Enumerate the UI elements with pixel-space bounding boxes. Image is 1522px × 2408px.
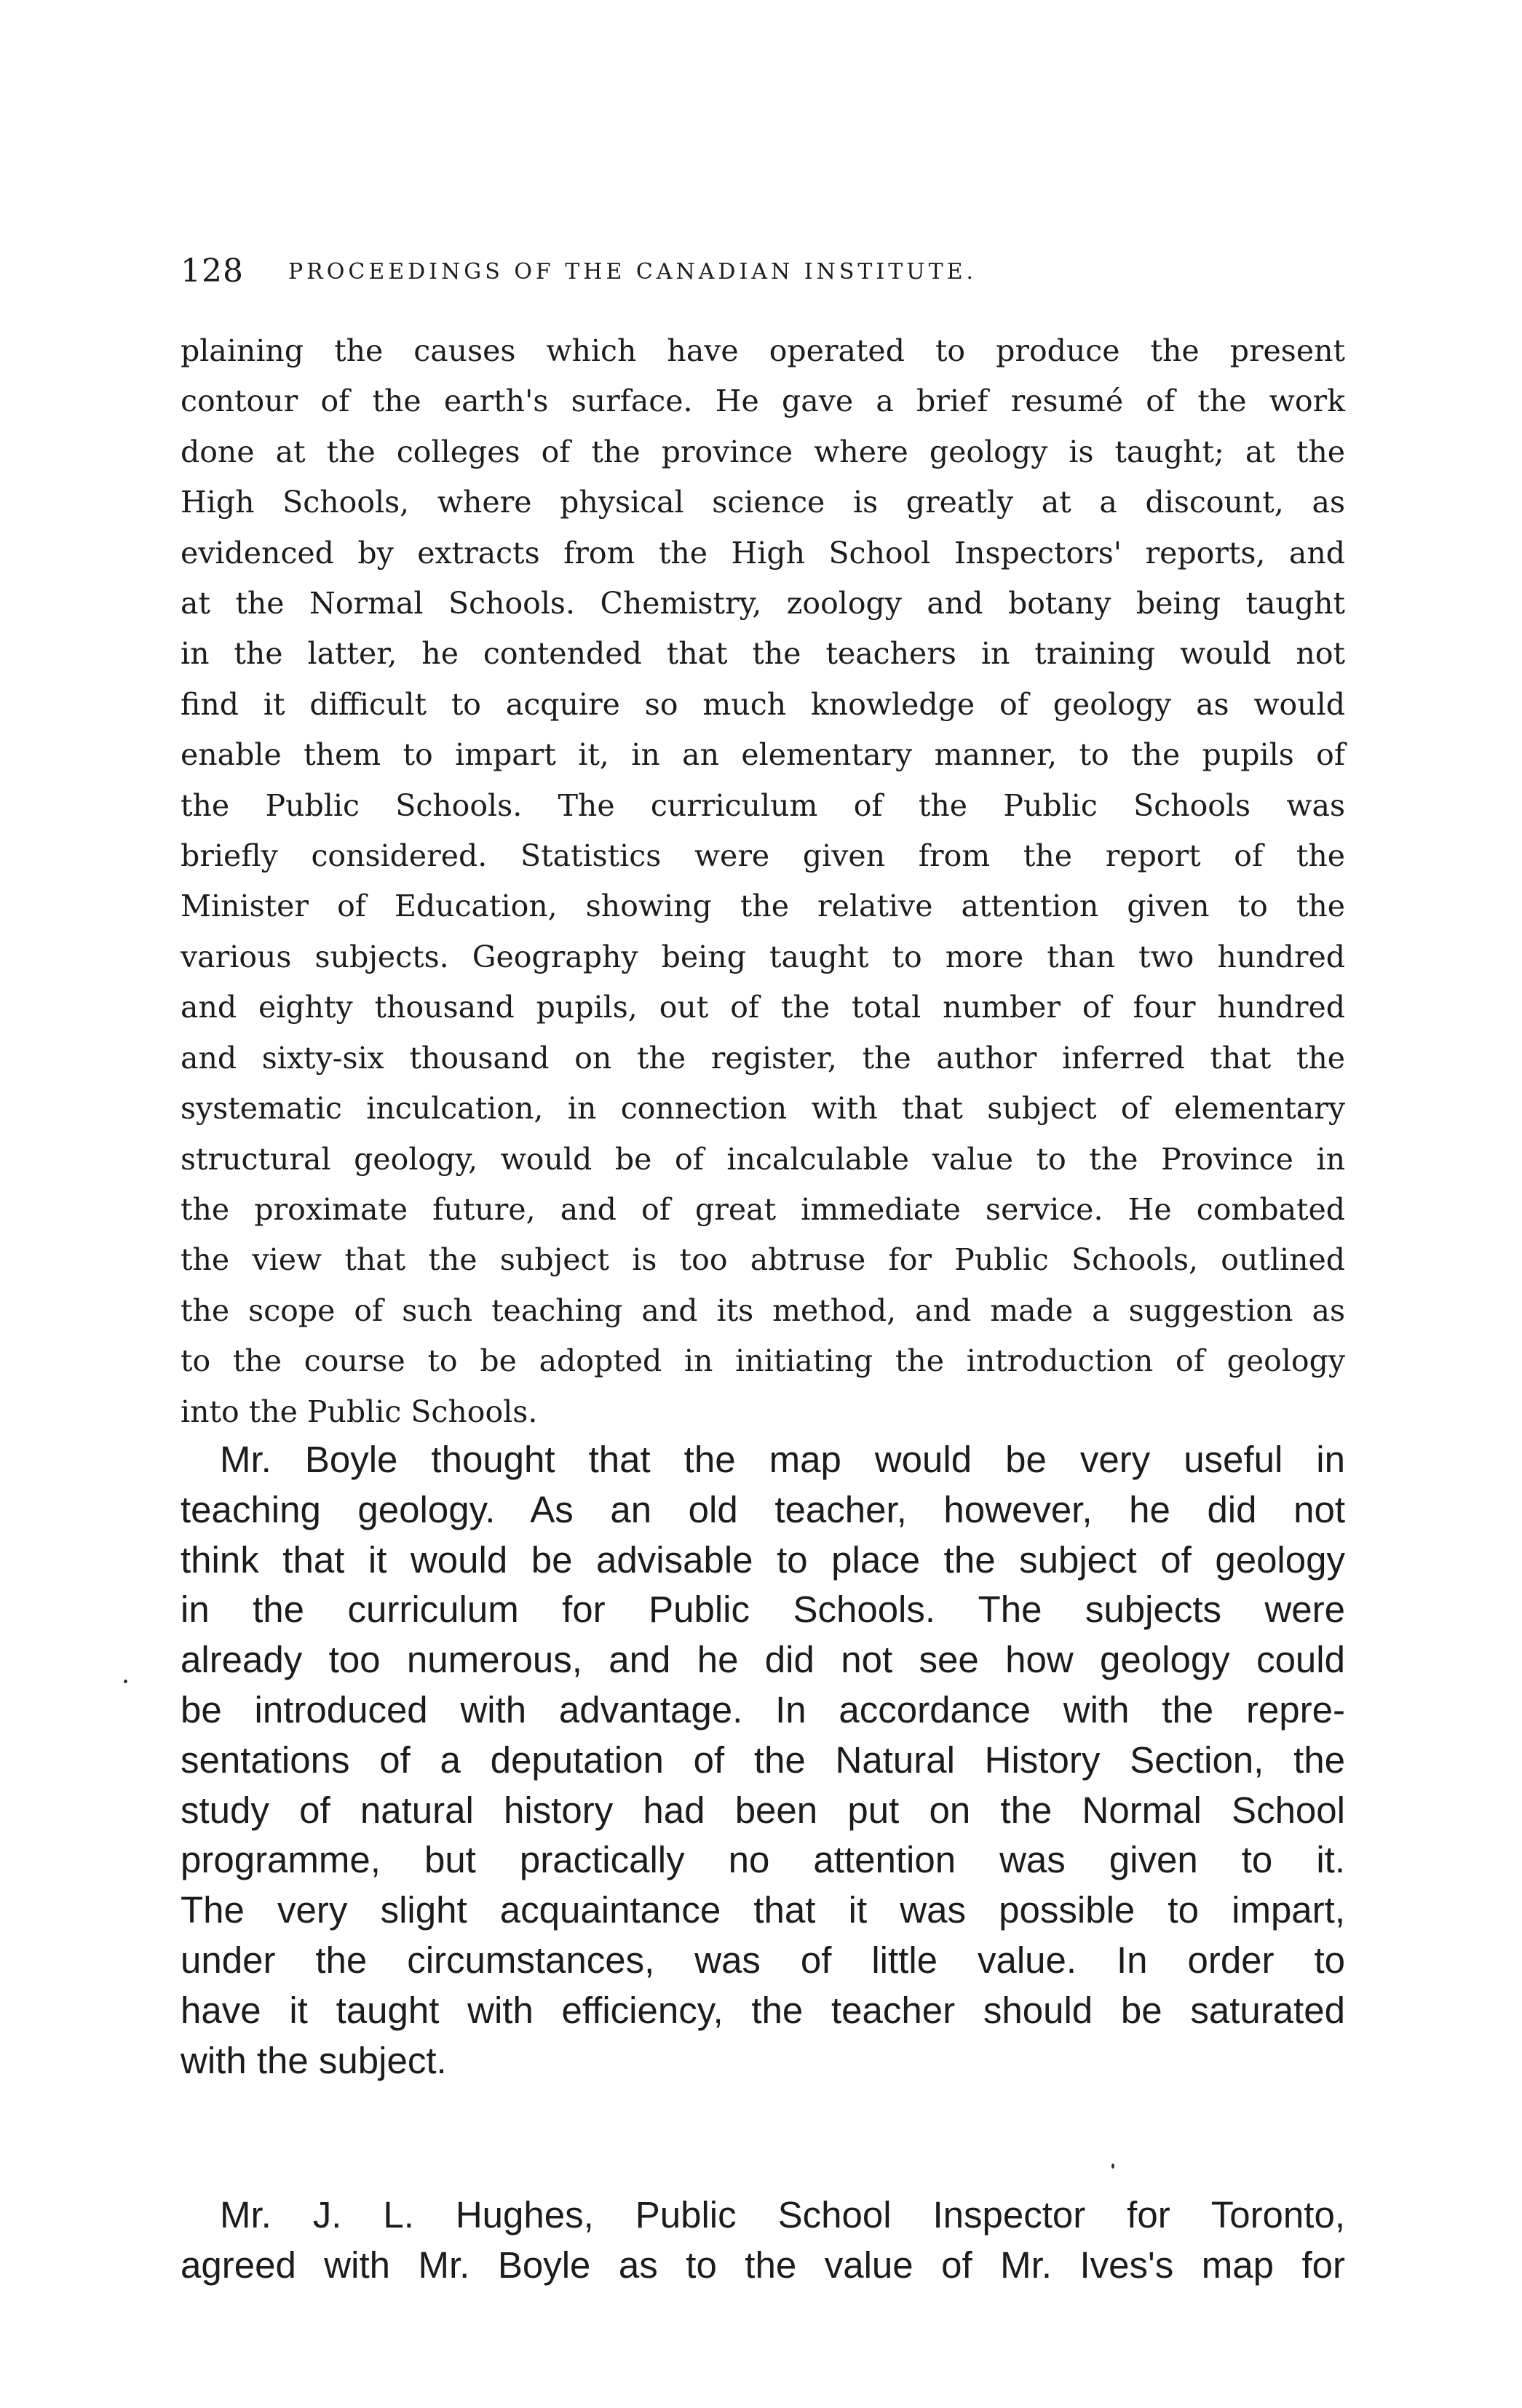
paragraph-boyle xyxy=(181,1435,1345,2086)
text-line: the view that the subject is too abtruse for Public Schools, outlined xyxy=(181,1242,1345,1278)
text-line: contour of the earth's surface. He gave a brief resumé of the work xyxy=(181,384,1345,419)
text-line: various subjects. Geography being taught to more than two hundred xyxy=(181,939,1345,974)
text-line: in the curriculum for Public Schools. The subjects were xyxy=(181,1589,1345,1631)
paragraph-hughes xyxy=(181,2190,1345,2291)
text-line: think that it would be advisable to place the subject of geology xyxy=(181,1538,1345,1581)
text-line: agreed with Mr. Boyle as to the value of Mr. Ives's map for xyxy=(181,2244,1345,2286)
text-line: enable them to impart it, in an elementary manner, to the pupils of xyxy=(181,737,1345,773)
text-line: into the Public Schools. xyxy=(181,1394,538,1429)
paragraph-abstract xyxy=(181,326,1345,1437)
ink-speck xyxy=(124,1680,127,1683)
text-line: High Schools, where physical science is greatly at a discount, as xyxy=(181,485,1345,520)
text-line: plaining the causes which have operated to produce the present xyxy=(181,333,1345,368)
text-line: briefly considered. Statistics were given from the report of the xyxy=(181,838,1345,874)
text-line: the Public Schools. The curriculum of the Public Schools was xyxy=(181,787,1345,823)
text-line: be introduced with advantage. In accordance with the repre- xyxy=(181,1688,1345,1730)
text-line: in the latter, he contended that the teachers in training would not xyxy=(181,636,1345,672)
text-line: have it taught with efficiency, the teacher should be saturated xyxy=(181,1989,1345,2031)
text-line: the proximate future, and of great immediate service. He combated xyxy=(181,1191,1345,1227)
text-line: find it difficult to acquire so much knowledge of geology as would xyxy=(181,686,1345,722)
text-line: programme, but practically no attention was given to it. xyxy=(181,1839,1345,1881)
text-line: sentations of a deputation of the Natural History Section, the xyxy=(181,1739,1345,1781)
text-line: Mr. J. L. Hughes, Public School Inspector for Toronto, xyxy=(220,2194,1345,2236)
text-line: study of natural history had been put on the Normal School xyxy=(181,1789,1345,1831)
text-line: The very slight acquaintance that it was possible to impart, xyxy=(181,1889,1345,1931)
text-line: with the subject. xyxy=(181,2039,447,2081)
text-line: Mr. Boyle thought that the map would be very useful in xyxy=(220,1439,1345,1480)
page-number: 128 xyxy=(181,253,244,290)
text-line: the scope of such teaching and its method, and made a suggestion as xyxy=(181,1292,1345,1328)
text-line: at the Normal Schools. Chemistry, zoology and botany being taught xyxy=(181,586,1345,621)
text-line: teaching geology. As an old teacher, however, he did not xyxy=(181,1488,1345,1530)
text-line: Minister of Education, showing the relative attention given to the xyxy=(181,889,1345,924)
text-line: and eighty thousand pupils, out of the total number of four hundred xyxy=(181,990,1345,1025)
text-line: systematic inculcation, in connection with that subject of elementary xyxy=(181,1091,1345,1126)
text-line: done at the colleges of the province where geology is taught; at the xyxy=(181,434,1345,469)
text-line: and sixty-six thousand on the register, the author inferred that the xyxy=(181,1040,1345,1076)
text-line: under the circumstances, was of little value. In order to xyxy=(181,1939,1345,1981)
running-head xyxy=(181,253,1345,290)
running-title: PROCEEDINGS OF THE CANADIAN INSTITUTE. xyxy=(288,259,978,285)
text-line: to the course to be adopted in initiating the introduction of geology xyxy=(181,1343,1345,1379)
text-line: already too numerous, and he did not see how geology could xyxy=(181,1639,1345,1681)
ink-speck xyxy=(1111,2163,1114,2169)
text-line: structural geology, would be of incalculable value to the Province in xyxy=(181,1141,1345,1177)
text-line: evidenced by extracts from the High School Inspectors' reports, and xyxy=(181,535,1345,571)
